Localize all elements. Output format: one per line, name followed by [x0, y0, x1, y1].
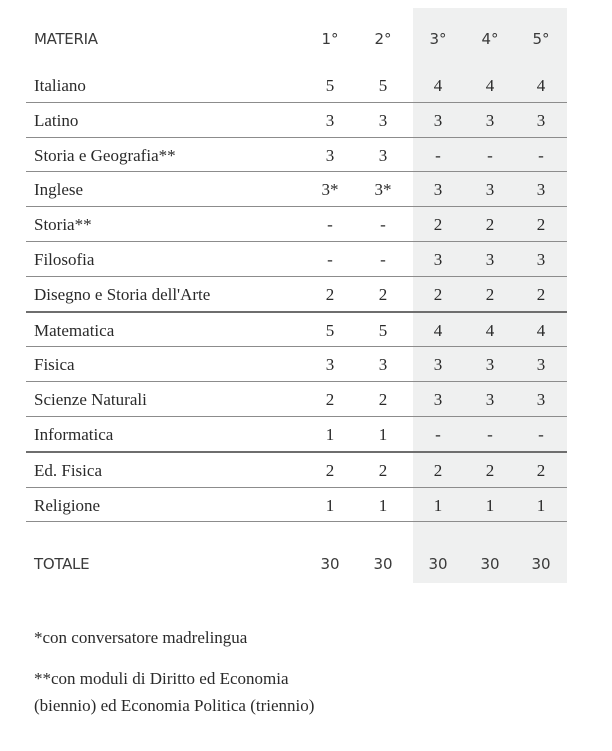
- hours-year-3: 2: [433, 215, 443, 235]
- hours-year-1: -: [327, 249, 333, 269]
- subject-name: Inglese: [34, 180, 84, 200]
- hours-year-2: 2: [378, 460, 388, 480]
- subject-name: Disegno e Storia dell'Arte: [34, 284, 211, 304]
- hours-year-5: 4: [536, 76, 546, 95]
- subject-name: Matematica: [34, 320, 115, 340]
- hours-year-1: -: [327, 215, 333, 235]
- hours-year-1: 2: [325, 284, 335, 304]
- year-header-3: 3°: [429, 30, 447, 48]
- table-row: [26, 68, 567, 103]
- hours-year-4: 2: [485, 215, 495, 235]
- hours-year-5: 2: [536, 460, 546, 480]
- hours-year-1: 3: [325, 355, 335, 375]
- hours-year-4: 4: [485, 320, 495, 340]
- hours-year-3: 3: [433, 390, 443, 410]
- subject-name: Ed. Fisica: [34, 460, 102, 480]
- hours-year-4: 3: [485, 180, 495, 200]
- total-year-5: 30: [531, 555, 551, 573]
- hours-year-3: 3: [433, 110, 443, 130]
- subject-name: Filosofia: [34, 249, 95, 269]
- hours-year-5: 3: [536, 110, 546, 130]
- hours-year-4: 3: [485, 249, 495, 269]
- hours-year-4: 4: [485, 76, 495, 95]
- table-row: [26, 207, 567, 242]
- hours-year-4: 3: [485, 355, 495, 375]
- hours-year-2: 3*: [374, 180, 392, 200]
- total-year-1: 30: [320, 555, 340, 573]
- subject-name: Latino: [34, 110, 79, 130]
- hours-year-4: 1: [485, 495, 495, 515]
- subject-name: Scienze Naturali: [34, 390, 147, 410]
- hours-year-2: 3: [378, 355, 388, 375]
- hours-year-3: 3: [433, 355, 443, 375]
- table-row: [26, 277, 567, 313]
- hours-year-5: 3: [536, 249, 546, 269]
- table-row: [26, 453, 567, 488]
- total-year-3: 30: [428, 555, 448, 573]
- hours-year-5: -: [538, 424, 544, 444]
- subject-name: Italiano: [34, 76, 86, 95]
- subject-name: Religione: [34, 495, 101, 515]
- table-row: [26, 488, 567, 523]
- hours-year-2: 2: [378, 284, 388, 304]
- hours-year-3: 3: [433, 249, 443, 269]
- table-header: [0, 22, 612, 56]
- footnote-law-economics: [34, 665, 314, 719]
- hours-year-4: 2: [485, 460, 495, 480]
- hours-year-1: 2: [325, 390, 335, 410]
- year-header-2: 2°: [374, 30, 392, 48]
- table-row: [26, 103, 567, 138]
- hours-year-2: 2: [378, 390, 388, 410]
- subjects-table: [26, 68, 567, 522]
- table-row: [26, 172, 567, 207]
- subject-name: Informatica: [34, 424, 114, 444]
- hours-year-3: 3: [433, 180, 443, 200]
- hours-year-3: 4: [433, 76, 443, 95]
- table-row: [26, 347, 567, 382]
- footnote-line-2: (biennio) ed Economia Politica (triennio): [34, 696, 315, 715]
- subject-name: Storia**: [34, 215, 92, 235]
- hours-year-5: 2: [536, 284, 546, 304]
- hours-year-2: 5: [378, 76, 388, 95]
- hours-year-5: 2: [536, 215, 546, 235]
- hours-year-3: 4: [433, 320, 443, 340]
- hours-year-1: 1: [325, 495, 335, 515]
- year-header-5: 5°: [532, 30, 550, 48]
- hours-year-1: 5: [325, 76, 335, 95]
- total-year-2: 30: [373, 555, 393, 573]
- hours-year-5: 4: [536, 320, 546, 340]
- hours-year-3: 1: [433, 495, 443, 515]
- footnote-line-1: **con moduli di Diritto ed Economia: [34, 669, 289, 688]
- total-label: TOTALE: [34, 555, 90, 573]
- hours-year-2: 3: [378, 145, 388, 165]
- hours-year-2: 5: [378, 320, 388, 340]
- hours-year-1: 1: [325, 424, 335, 444]
- hours-year-5: 3: [536, 180, 546, 200]
- hours-year-4: -: [487, 145, 493, 165]
- table-row: [26, 382, 567, 417]
- hours-year-5: 3: [536, 355, 546, 375]
- hours-year-4: 2: [485, 284, 495, 304]
- hours-year-3: -: [435, 145, 441, 165]
- table-row: [26, 242, 567, 277]
- subject-name: Storia e Geografia**: [34, 145, 176, 165]
- hours-year-4: 3: [485, 110, 495, 130]
- hours-year-4: -: [487, 424, 493, 444]
- hours-year-1: 3: [325, 145, 335, 165]
- subject-name: Fisica: [34, 355, 75, 375]
- footnotes: [34, 624, 314, 733]
- hours-year-3: 2: [433, 284, 443, 304]
- hours-year-5: -: [538, 145, 544, 165]
- hours-year-1: 2: [325, 460, 335, 480]
- total-year-4: 30: [480, 555, 500, 573]
- hours-year-2: -: [380, 215, 386, 235]
- year-header-1: 1°: [321, 30, 339, 48]
- table-row: [26, 313, 567, 348]
- hours-year-2: -: [380, 249, 386, 269]
- hours-year-4: 3: [485, 390, 495, 410]
- hours-year-3: -: [435, 424, 441, 444]
- hours-year-3: 2: [433, 460, 443, 480]
- table-row: [26, 417, 567, 453]
- hours-year-5: 1: [536, 495, 546, 515]
- footnote-native-speaker: *con conversatore madrelingua: [34, 628, 248, 647]
- year-header-4: 4°: [481, 30, 499, 48]
- hours-year-2: 3: [378, 110, 388, 130]
- hours-year-1: 3*: [321, 180, 339, 200]
- hours-year-2: 1: [378, 424, 388, 444]
- hours-year-2: 1: [378, 495, 388, 515]
- hours-year-5: 3: [536, 390, 546, 410]
- table-row: [26, 138, 567, 173]
- hours-year-1: 5: [325, 320, 335, 340]
- hours-year-1: 3: [325, 110, 335, 130]
- subject-column-header: MATERIA: [34, 30, 98, 48]
